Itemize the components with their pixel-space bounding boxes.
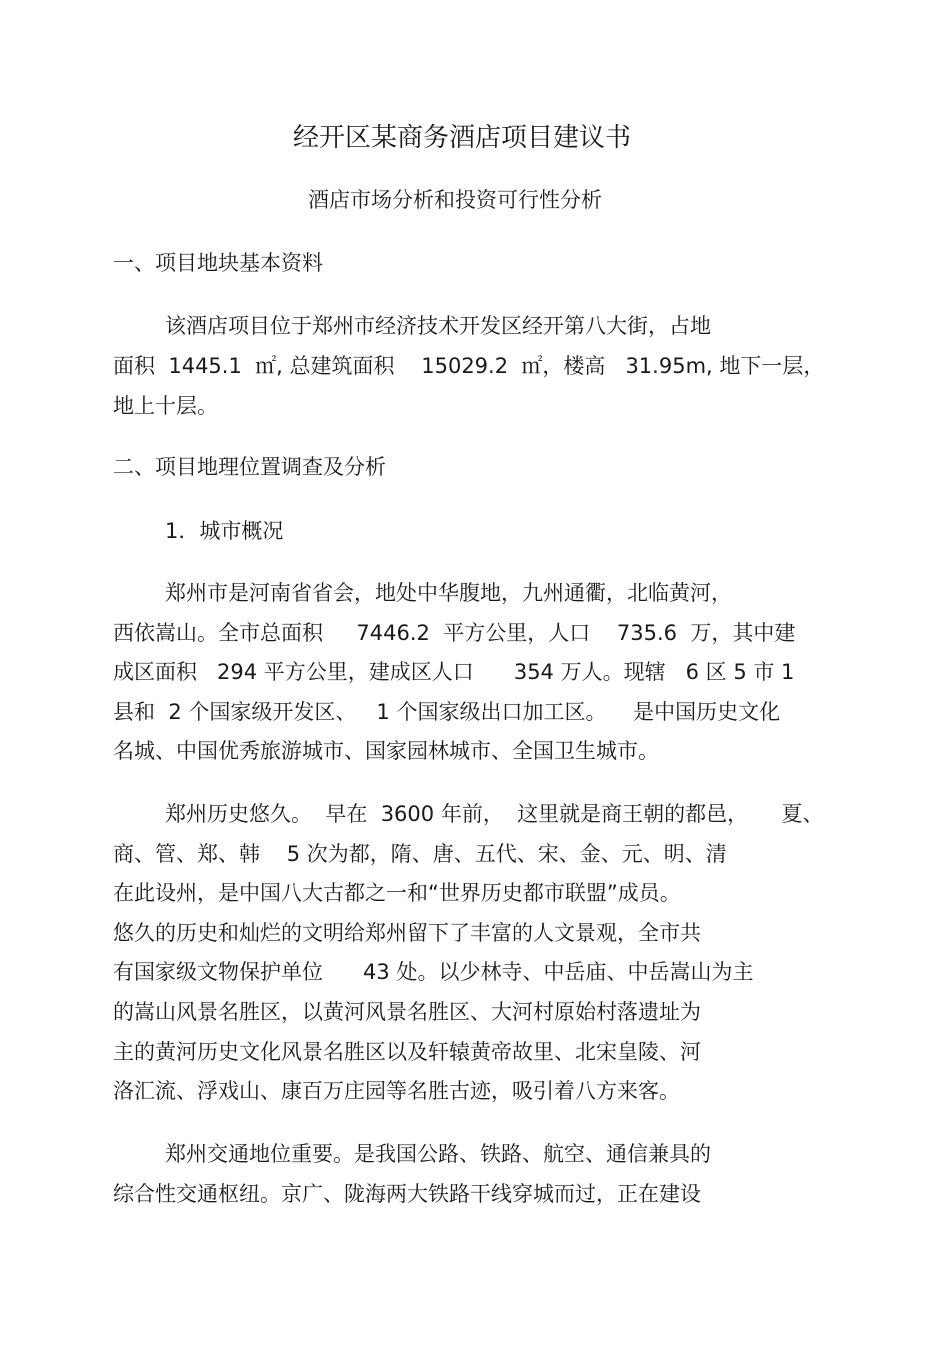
paragraph-line: 洛汇流、浮戏山、康百万庄园等名胜古迹，吸引着八方来客。 — [113, 1079, 680, 1103]
paragraph-line: 综合性交通枢纽。京广、陇海两大铁路干线穿城而过，正在建设 — [113, 1182, 701, 1206]
paragraph-line: 商、管、郑、韩 5 次为都，隋、唐、五代、宋、金、元、明、清 — [113, 842, 727, 866]
section-heading: 一、项目地块基本资料 — [113, 251, 323, 275]
section-heading: 二、项目地理位置调查及分析 — [113, 455, 386, 479]
paragraph-line: 的嵩山风景名胜区，以黄河风景名胜区、大河村原始村落遗址为 — [113, 1000, 701, 1024]
paragraph-line: 主的黄河历史文化风景名胜区以及轩辕黄帝故里、北宋皇陵、河 — [113, 1040, 701, 1064]
paragraph-line: 郑州交通地位重要。是我国公路、铁路、航空、通信兼具的 — [165, 1142, 711, 1166]
paragraph-line: 县和 2 个国家级开发区、 1 个国家级出口加工区。 是中国历史文化 — [113, 700, 781, 724]
paragraph-line: 成区面积 294 平方公里，建成区人口 354 万人。现辖 6 区 5 市 1 — [113, 660, 795, 684]
paragraph-line: 郑州市是河南省省会，地处中华腹地，九州通衢，北临黄河， — [165, 581, 732, 605]
paragraph-line: 该酒店项目位于郑州市经济技术开发区经开第八大街，占地 — [165, 314, 711, 338]
paragraph-line: 在此设州，是中国八大古都之一和“世界历史都市联盟”成员。 — [113, 881, 681, 905]
paragraph-line: 名城、中国优秀旅游城市、国家园林城市、全国卫生城市。 — [113, 739, 659, 763]
paragraph-line: 有国家级文物保护单位 43 处。以少林寺、中岳庙、中岳嵩山为主 — [113, 960, 754, 984]
paragraph-line: 西依嵩山。全市总面积 7446.2 平方公里，人口 735.6 万，其中建 — [113, 621, 796, 645]
paragraph-line: 面积 1445.1 ㎡, 总建筑面积 15029.2 ㎡，楼高 31.95m, 地下一层， — [113, 354, 825, 378]
document-title: 经开区某商务酒店项目建议书 — [292, 123, 631, 153]
paragraph-line: 悠久的历史和灿烂的文明给郑州留下了丰富的人文景观，全市共 — [113, 921, 701, 945]
paragraph-line: 郑州历史悠久。 早在 3600 年前， 这里就是商王朝的都邑， 夏、 — [165, 802, 824, 826]
paragraph-line: 地上十层。 — [113, 394, 218, 418]
document-subtitle: 酒店市场分析和投资可行性分析 — [308, 188, 602, 212]
subsection-heading: 1．城市概况 — [165, 519, 284, 543]
